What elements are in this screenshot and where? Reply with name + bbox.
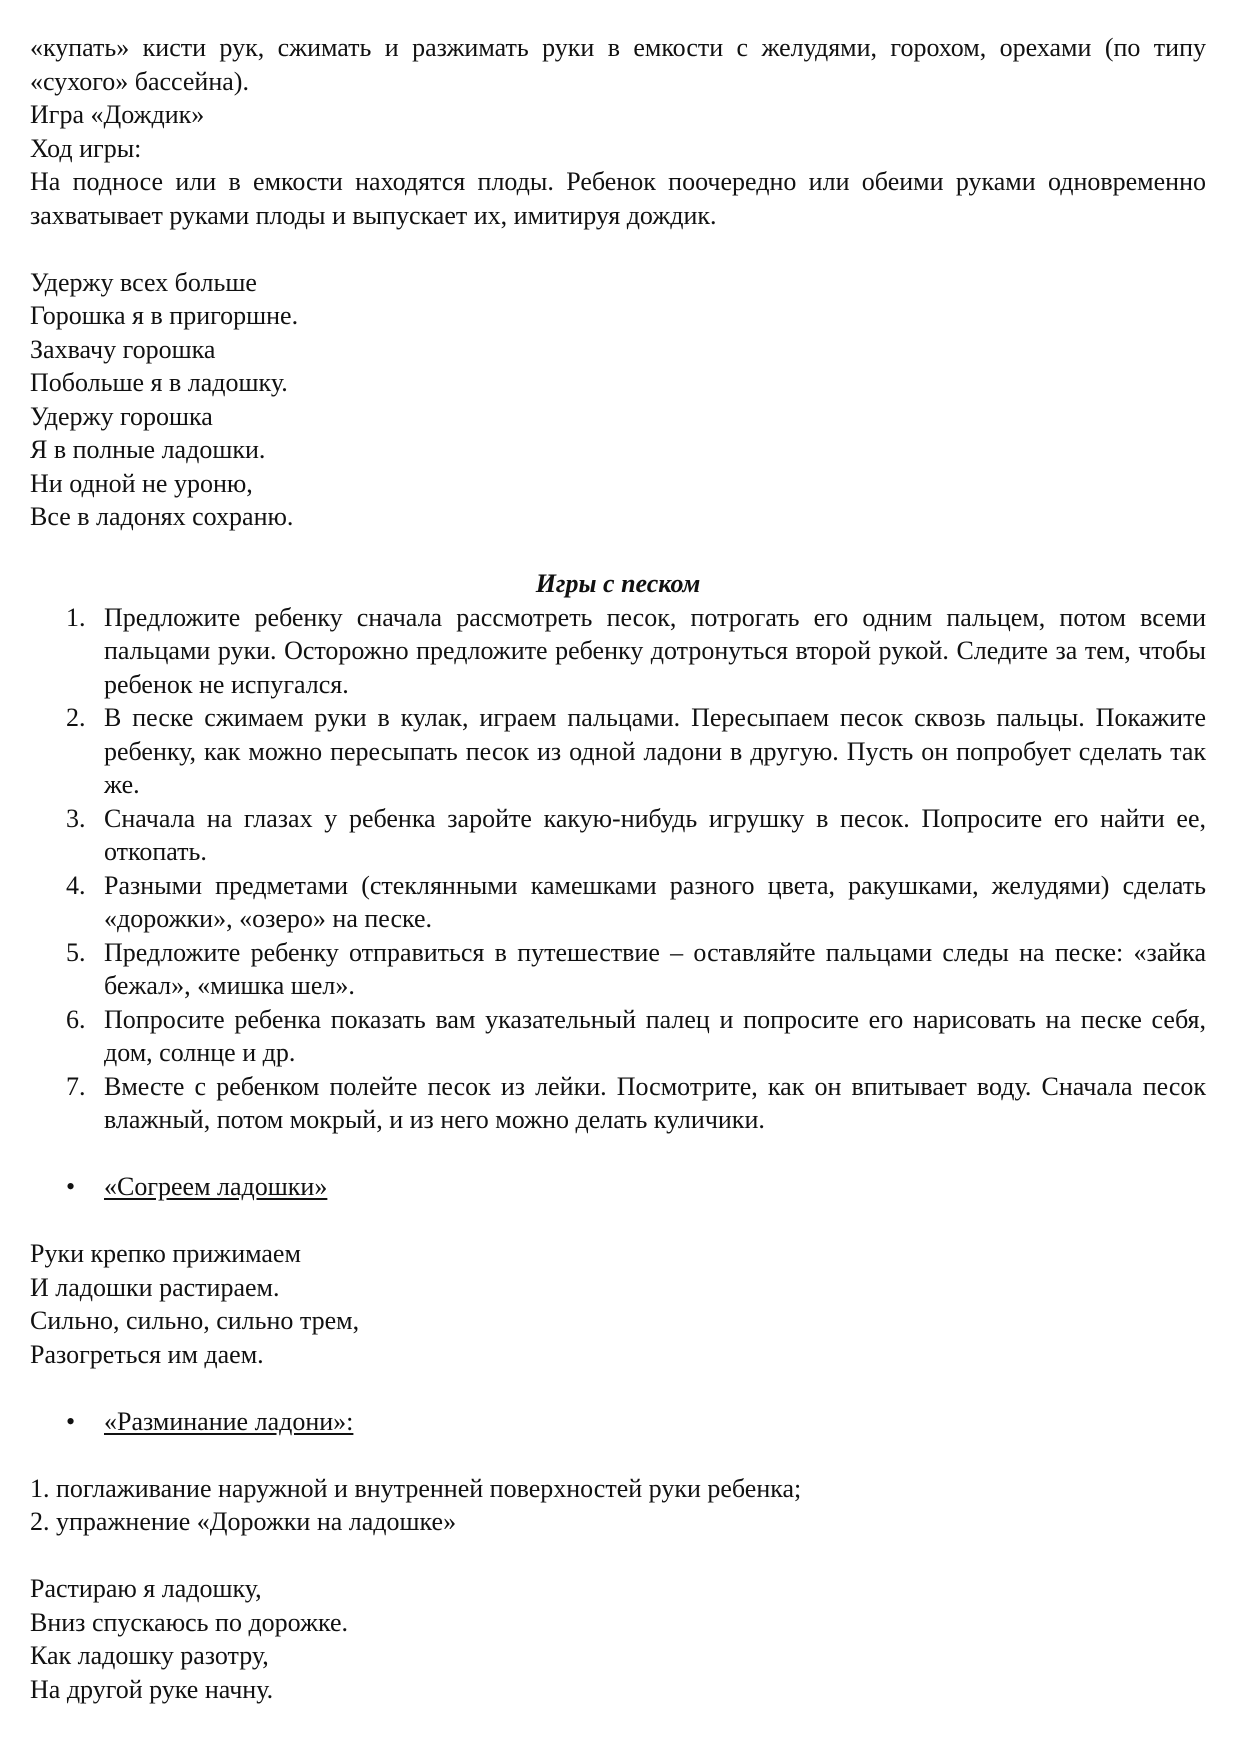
verse-line: Растираю я ладошку, [30,1574,262,1603]
list-item-text: В песке сжимаем руки в кулак, играем пальцами. Пересыпаем песок сквозь пальцы. Покажите ребенку, как можно пересыпать песок из одной ладони в другую. Пусть он попробует сделать так же. [104,703,1206,799]
verse-line: Побольше я в ладошку. [30,368,288,397]
list-item-number: 1. [66,602,86,632]
verse-line: Вниз спускаюсь по дорожке. [30,1607,349,1637]
verse-line: Как ладошку разотру, [30,1641,269,1670]
bullet-icon: • [66,1172,76,1201]
list-item [30,701,1206,802]
step-item: 1. поглаживание наружной и внутренней поверхностей руки ребенка; [30,1473,802,1503]
verse-line: На другой руке начну. [30,1674,274,1704]
game-title: Игра «Дождик» [30,100,205,129]
bullet-title: «Согреем ладошки» [104,1172,328,1201]
step-item: 2. упражнение «Дорожки на ладошке» [30,1507,457,1536]
verse-peas [30,266,1206,534]
list-item-number: 7. [66,1071,86,1101]
list-item [30,1003,1206,1070]
verse-line: Горошка я в пригоршне. [30,301,299,330]
spacer [30,1137,1206,1171]
spacer [30,534,1206,568]
list-item-number: 4. [66,870,86,900]
spacer [30,232,1206,266]
list-item-text: Вместе с ребенком полейте песок из лейки. Посмотрите, как он впитывает воду. Сначала песок влажный, потом мокрый, и из него можно делать куличики. [104,1071,1206,1134]
list-item-text: Предложите ребенку отправиться в путешествие – оставляйте пальцами следы на песке: «зайка бежал», «мишка шел». [104,937,1206,1000]
sand-games-list [30,601,1206,1137]
verse-line: И ладошки растираем. [30,1272,280,1302]
verse-line: Удержу горошка [30,401,213,431]
list-item-number: 2. [66,703,86,732]
list-item [30,936,1206,1003]
bullet-title: «Разминание ладони»: [104,1406,354,1436]
list-item-number: 3. [66,803,86,833]
list-item [30,802,1206,869]
section-heading-sand-games: Игры с песком [535,569,701,598]
verse-line: Руки крепко прижимаем [30,1239,301,1268]
list-item-text: Предложите ребенку сначала рассмотреть песок, потрогать его одним пальцем, потом всеми пальцами руки. Осторожно предложите ребенку дотронуться второй рукой. Следите за тем, чтобы ребенок не испугался. [104,602,1206,699]
list-item [30,869,1206,936]
intro-paragraph: «купать» кисти рук, сжимать и разжимать руки в емкости с желудями, горохом, орехами (по типу «сухого» бассейна). [30,33,1206,96]
list-item [30,1070,1206,1137]
verse-line: Удержу всех больше [30,267,257,297]
verse-line: Все в ладонях сохраню. [30,502,294,531]
verse-warm-palms [30,1237,1206,1371]
verse-line: Ни одной не уроню, [30,468,253,498]
verse-line: Я в полные ладошки. [30,435,266,464]
bullet-icon: • [66,1406,76,1436]
spacer [30,1204,1206,1238]
list-item [30,601,1206,702]
spacer [30,1438,1206,1472]
list-item-number: 5. [66,937,86,967]
document-page [30,31,1206,1706]
game-course-label: Ход игры: [30,133,142,163]
bullet-item-warm-palms [30,1170,1206,1204]
verse-line: Разогреться им даем. [30,1339,264,1369]
spacer [30,1539,1206,1573]
verse-line: Сильно, сильно, сильно трем, [30,1306,360,1335]
spacer [30,1371,1206,1405]
list-item-text: Попросите ребенка показать вам указательный палец и попросите его нарисовать на песке себя, дом, солнце и др. [104,1004,1206,1067]
verse-line: Захвачу горошка [30,334,216,364]
verse-palm-path [30,1572,1206,1706]
list-item-text: Разными предметами (стеклянными камешками разного цвета, ракушками, желудями) сделать «дорожки», «озеро» на песке. [104,870,1206,933]
game-description: На подносе или в емкости находятся плоды. Ребенок поочередно или обеими руками одновременно захватывает руками плоды и выпускает их, имитируя дождик. [30,167,1206,230]
list-item-number: 6. [66,1004,86,1034]
list-item-text: Сначала на глазах у ребенка заройте какую-нибудь игрушку в песок. Попросите его найти ее, откопать. [104,803,1206,866]
bullet-item-palm-kneading [30,1405,1206,1439]
